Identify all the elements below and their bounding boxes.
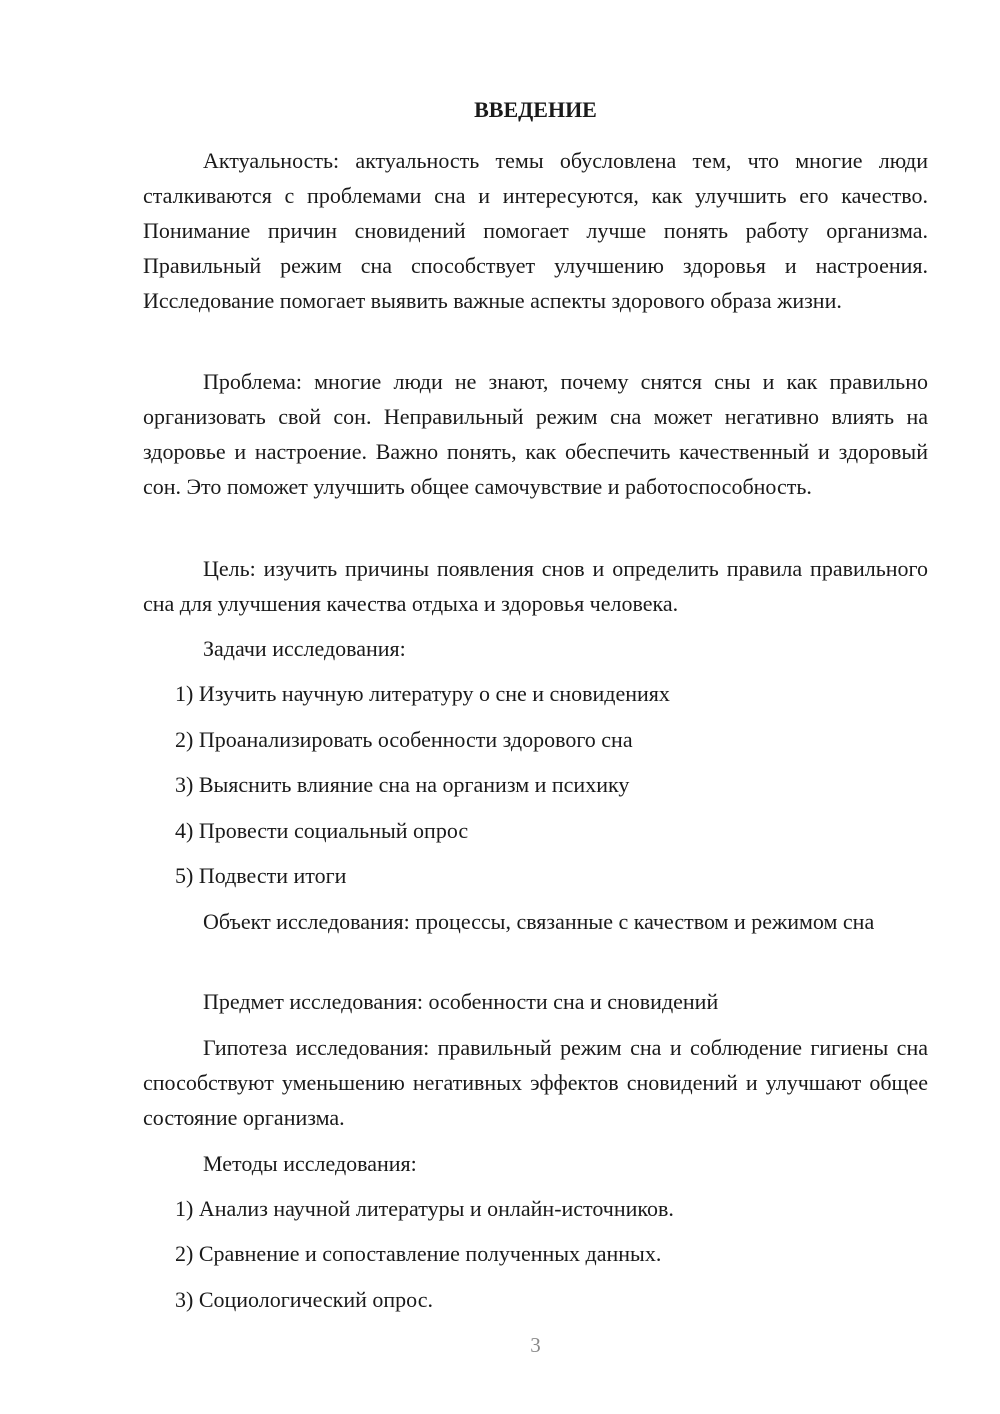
relevance-paragraph: Актуальность: актуальность темы обусловлена тем, что многие люди сталкиваются с проблемами сна и интересуются, как улучшить его качество. Понимание причин сновидений помогает лучше понять работу организма. Правильный режим сна способствует улучшению здоровья и настроения. Исследование помогает выявить важные аспекты здорового образа жизни.	[143, 148, 928, 313]
method-item: 3) Социологический опрос.	[175, 1287, 433, 1312]
problem-paragraph: Проблема: многие люди не знают, почему снятся сны и как правильно организовать свой сон. Неправильный режим сна может негативно влиять на здоровье и настроение. Важно понять, как обеспечить качественный и здоровый сон. Это поможет улучшить общее самочувствие и работоспособность.	[143, 369, 928, 499]
task-item: 4) Провести социальный опрос	[175, 818, 469, 843]
task-item: 1) Изучить научную литературу о сне и сновидениях	[175, 681, 670, 706]
methods-heading: Методы исследования:	[203, 1151, 417, 1176]
task-item: 5) Подвести итоги	[175, 863, 347, 888]
object-paragraph: Объект исследования: процессы, связанные с качеством и режимом сна	[203, 909, 875, 934]
goal-paragraph: Цель: изучить причины появления снов и определить правила правильного сна для улучшения качества отдыха и здоровья человека.	[143, 556, 928, 616]
method-item: 1) Анализ научной литературы и онлайн-источников.	[175, 1196, 674, 1221]
task-item: 2) Проанализировать особенности здорового сна	[175, 727, 633, 752]
section-title: ВВЕДЕНИЕ	[474, 97, 597, 122]
method-item: 2) Сравнение и сопоставление полученных данных.	[175, 1241, 662, 1266]
subject-paragraph: Предмет исследования: особенности сна и сновидений	[203, 989, 719, 1014]
hypothesis-paragraph: Гипотеза исследования: правильный режим сна и соблюдение гигиены сна способствуют уменьшению негативных эффектов сновидений и улучшают общее состояние организма.	[143, 1035, 928, 1130]
tasks-heading: Задачи исследования:	[203, 636, 406, 661]
task-item: 3) Выяснить влияние сна на организм и психику	[175, 772, 630, 797]
document-page	[143, 0, 928, 1414]
page-number: 3	[530, 1333, 541, 1357]
